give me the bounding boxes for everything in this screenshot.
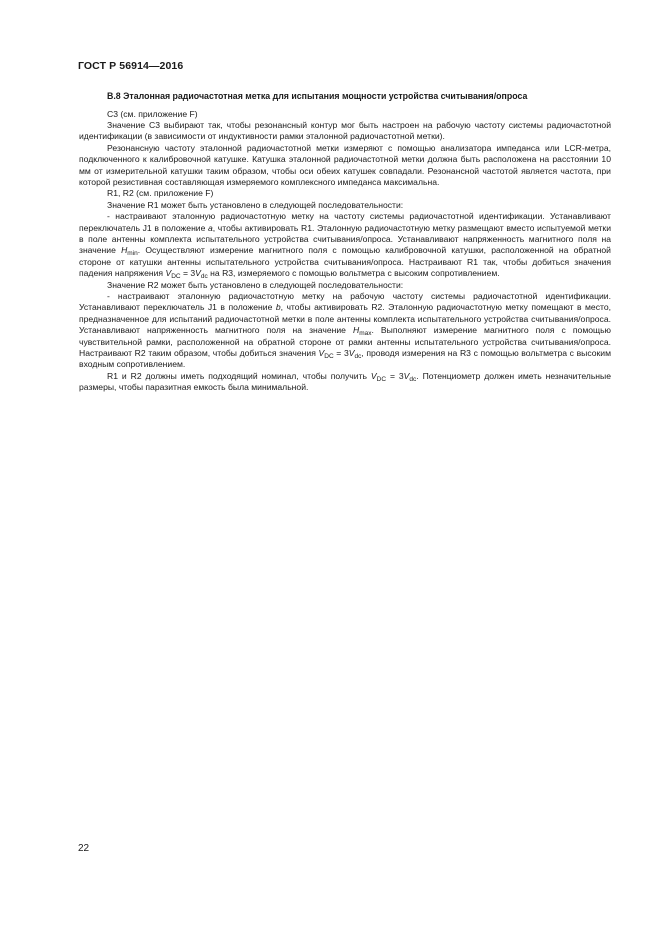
- document-body: [79, 91, 611, 394]
- paragraph-r1-intro: Значение R1 может быть установлено в следующей последовательности:: [107, 199, 404, 210]
- page-number: 22: [78, 843, 90, 854]
- paragraph-resonant-frequency: Резонансную частоту эталонной радиочастотной метки измеряют с помощью анализатора импеданса или LCR-метра, подключенного к калибровочной катушке. Катушка эталонной радиочастотной метки должна быть расположена на расстоянии 10 мм от измерительной катушки таким образом, чтобы оси обеих катушек совпадали. Резонансной частотой является частота, при которой резистивная составляющая измеряемого комплексного импеданса максимальна.: [79, 142, 611, 187]
- paragraph-r1-r2-ref: R1, R2 (см. приложение F): [107, 188, 214, 199]
- paragraph-r1-r2-requirement: R1 и R2 должны иметь подходящий номинал, чтобы получить $V_{DC} = 3V_{dc}$. Потенциометр должен иметь незначительные размеры, чтобы паразитная емкость была минимальной.: [79, 370, 612, 393]
- paragraph-r2-intro: Значение R2 может быть установлено в следующей последовательности:: [107, 279, 404, 290]
- standard-header: ГОСТ Р 56914—2016: [78, 60, 184, 72]
- paragraph-c3-ref: C3 (см. приложение F): [107, 108, 198, 119]
- paragraph-r2-procedure: - настраивают эталонную радиочастотную метку на рабочую частоту системы радиочастотной идентификации. Устанавливают переключатель J1 в положение b, чтобы активировать R2. Эталонную радиочастотную метку помещают в место, предназначенное для испытаний радиочастотной метки в поле антенны комплекта испытательного устройства считывания/опроса. Устанавливают напряженность магнитного поля на значение $H_{max}$. Выполняют измерение магнитного поля с помощью чувствительной рамки, расположенной на обратной стороне от рамки антенны испытательного устройства считывания/опроса. Настраивают R2 таким образом, чтобы добиться значения $V_{DC} = 3V_{dc}$, проводя измерения на R3 с помощью вольтметра с высоким входным сопротивлением.: [79, 291, 611, 370]
- paragraph-r1-procedure: - настраивают эталонную радиочастотную метку на частоту системы радиочастотной идентификации. Устанавливают переключатель J1 в положение a, чтобы активировать R1. Эталонную радиочастотную метку размещают вместо испытуемой метки в поле антенны комплекта испытательного устройства считывания/опроса. Устанавливают напряженность магнитного поля на значение $H_{min}$. Осуществляют измерение магнитного поля с помощью калибровочной катушки, расположенной на обратной стороне от катушки антенны испытательного устройства считывания/опроса. Настраивают R1 так, чтобы добиться значения падения напряжения $V_{DC} = 3V_{dc}$ на R3, измеряемого с помощью вольтметра с высоким сопротивлением.: [79, 211, 611, 281]
- section-title: В.8 Эталонная радиочастотная метка для испытания мощности устройства считывания/опроса: [107, 91, 528, 101]
- paragraph-c3-value: Значение C3 выбирают так, чтобы резонансный контур мог быть настроен на рабочую частоту системы радиочастотной идентификации (в зависимости от индуктивности рамки эталонной радиочастотной метки).: [79, 119, 611, 142]
